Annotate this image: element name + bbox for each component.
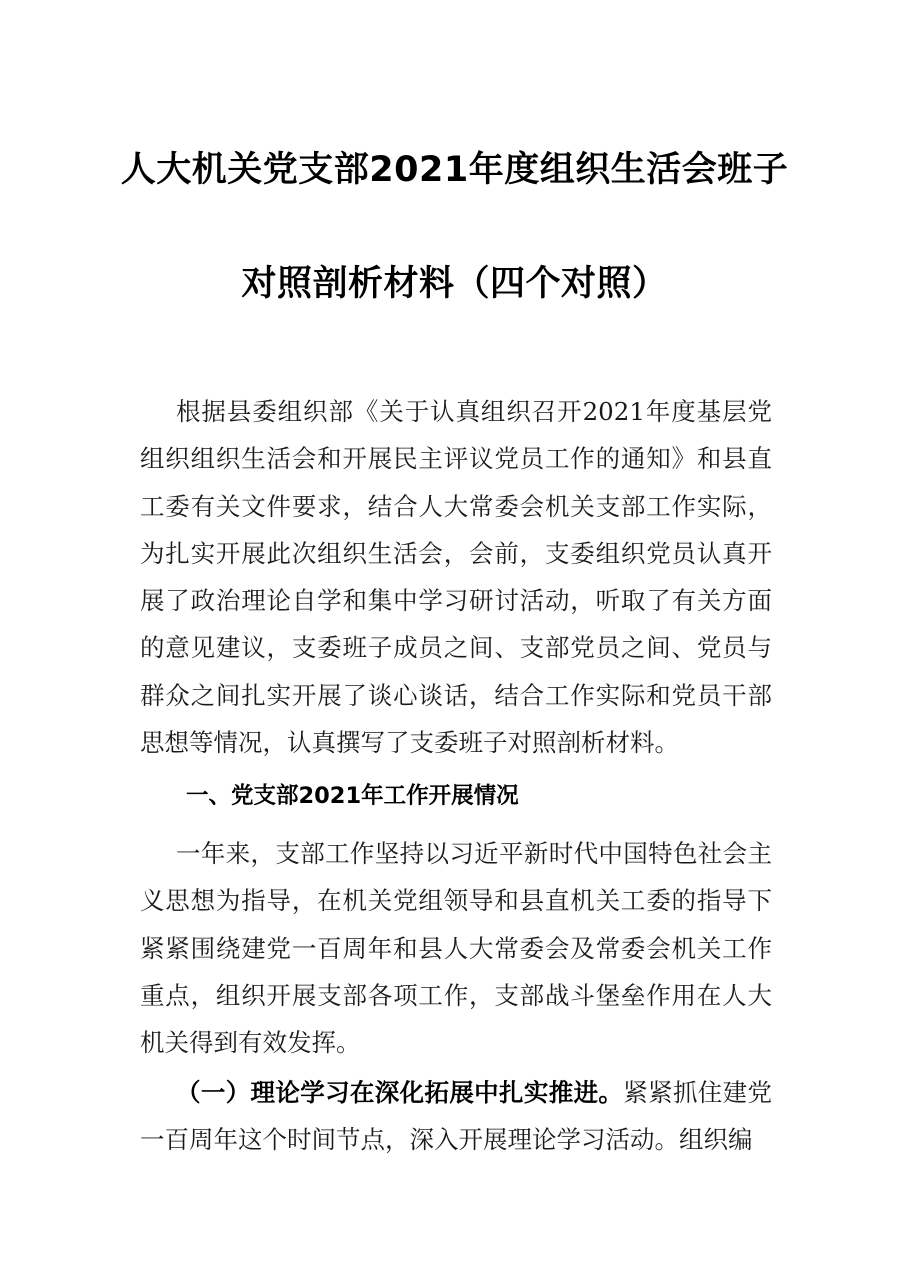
- section-heading-1: 一、党支部2021年工作开展情况: [186, 783, 519, 809]
- subsection-1-lead: （一）理论学习在深化拓展中扎实推进。: [176, 1078, 624, 1107]
- document-title-line-1: 人大机关党支部2021年度组织生活会班子: [120, 150, 789, 190]
- intro-paragraph: 根据县委组织部《关于认真组织召开2021年度基层党组织组织生活会和开展民主评议党员工作的通知》和县直工委有关文件要求，结合人大常委会机关支部工作实际，为扎实开展此次组织生活会，会前，支委组织党员认真开展了政治理论自学和集中学习研讨活动，听取了有关方面的意见建议，支委班子成员之间、支部党员之间、党员与群众之间扎实开展了谈心谈话，结合工作实际和党员干部思想等情况，认真撰写了支委班子对照剖析材料。: [140, 397, 772, 758]
- subsection-1-paragraph: [140, 1069, 772, 1164]
- document-title-line-2: 对照剖析材料（四个对照）: [241, 264, 668, 304]
- subsection-1-text: 紧紧抓住建党一百周年这个时间节点，深入开展理论学习活动。组织编: [140, 1078, 773, 1155]
- section-1-paragraph: 一年来，支部工作坚持以习近平新时代中国特色社会主义思想为指导，在机关党组领导和县直机关工委的指导下紧紧围绕建党一百周年和县人大常委会及常委会机关工作重点，组织开展支部各项工作，支部战斗堡垒作用在人大机关得到有效发挥。: [140, 839, 772, 1058]
